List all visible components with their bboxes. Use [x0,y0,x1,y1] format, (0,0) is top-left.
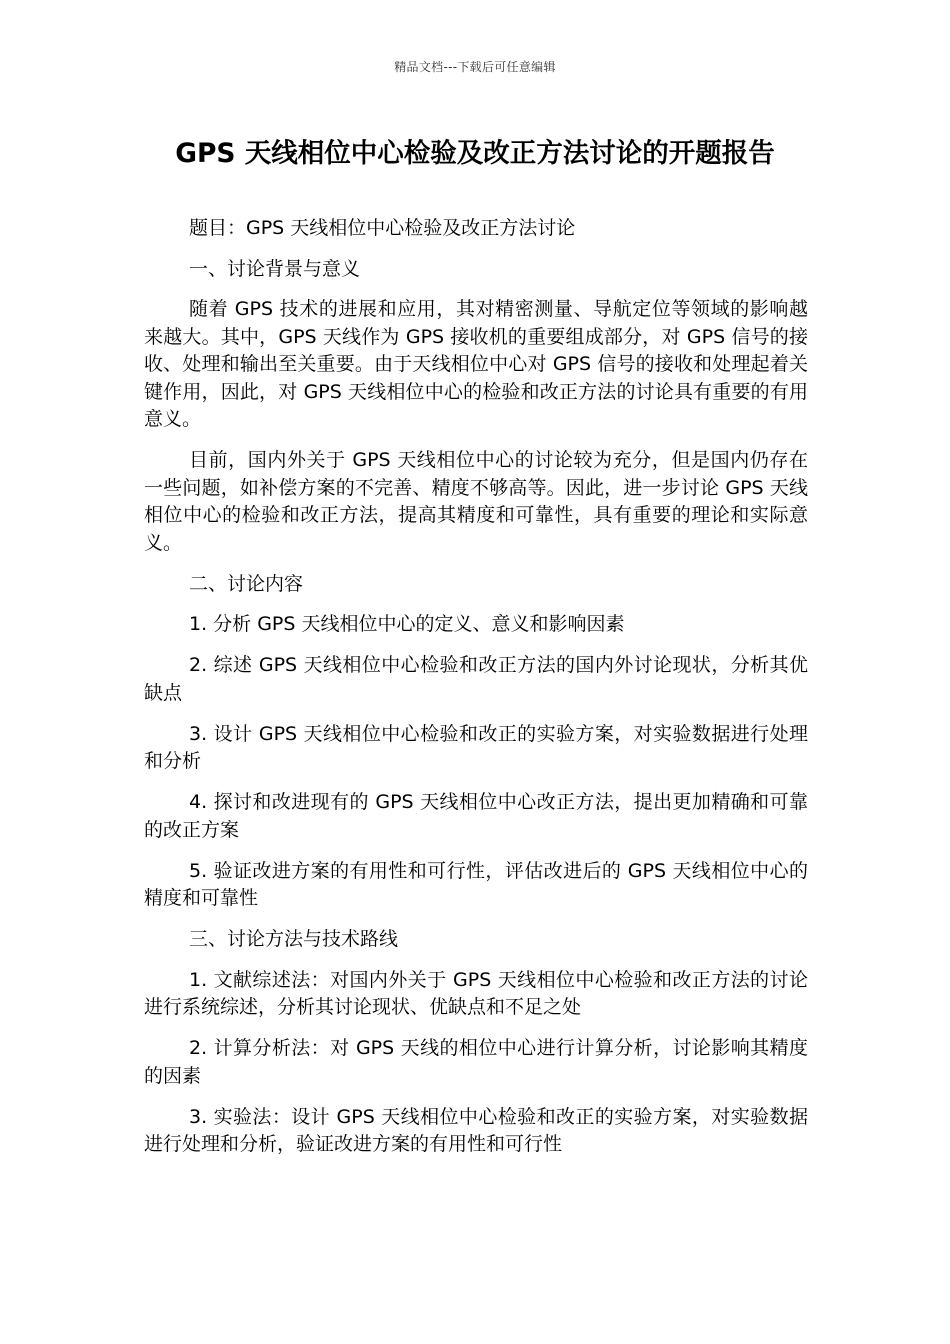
page-header-note: 精品文档---下载后可任意编辑 [394,60,556,74]
document-body [144,215,808,1172]
section-2-item: 5. 验证改进方案的有用性和可行性，评估改进后的 GPS 天线相位中心的精度和可靠性 [144,859,808,909]
section-1-heading: 一、讨论背景与意义 [189,257,361,280]
section-3-item: 2. 计算分析法：对 GPS 天线的相位中心进行计算分析，讨论影响其精度的因素 [144,1037,808,1087]
section-2-heading: 二、讨论内容 [189,572,304,595]
section-1-paragraph: 目前，国内外关于 GPS 天线相位中心的讨论较为充分，但是国内仍存在一些问题，如补偿方案的不完善、精度不够高等。因此，进一步讨论 GPS 天线相位中心的检验和改正方法，提高其精度和可靠性，具有重要的理论和实际意义。 [144,449,808,554]
section-2-item: 2. 综述 GPS 天线相位中心检验和改正方法的国内外讨论现状，分析其优缺点 [144,654,808,704]
section-2-item: 4. 探讨和改进现有的 GPS 天线相位中心改正方法，提出更加精确和可靠的改正方案 [144,791,808,841]
document-title: GPS 天线相位中心检验及改正方法讨论的开题报告 [175,138,775,169]
section-3-item: 1. 文献综述法：对国内外关于 GPS 天线相位中心检验和改正方法的讨论进行系统综述，分析其讨论现状、优缺点和不足之处 [144,968,808,1018]
section-2-item: 1. 分析 GPS 天线相位中心的定义、意义和影响因素 [189,613,625,635]
section-3-item: 3. 实验法：设计 GPS 天线相位中心检验和改正的实验方案，对实验数据进行处理和分析，验证改进方案的有用性和可行性 [144,1105,808,1155]
subject-line: 题目：GPS 天线相位中心检验及改正方法讨论 [189,217,576,239]
section-1-paragraph: 随着 GPS 技术的进展和应用，其对精密测量、导航定位等领域的影响越来越大。其中，GPS 天线作为 GPS 接收机的重要组成部分，对 GPS 信号的接收、处理和输出至关重要。由于天线相位中心对 GPS 信号的接收和处理起着关键作用，因此，对 GPS 天线相位中心的检验和改正方法的讨论具有重要的有用意义。 [144,298,808,430]
section-2-item: 3. 设计 GPS 天线相位中心检验和改正的实验方案，对实验数据进行处理和分析 [144,722,808,772]
section-3-heading: 三、讨论方法与技术路线 [189,928,399,950]
